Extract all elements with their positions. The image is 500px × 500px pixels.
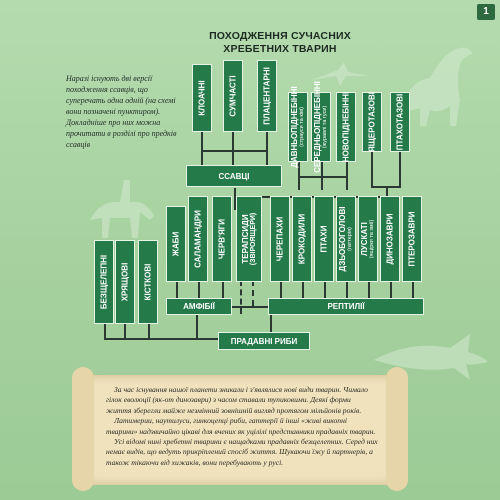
title-line-1: ПОХОДЖЕННЯ СУЧАСНИХ: [209, 30, 351, 42]
node-label-main: ЛУСКАТІ: [360, 222, 369, 256]
info-scroll: [86, 375, 394, 485]
connector: [371, 150, 373, 188]
node-paleognaths: [288, 86, 308, 168]
node-label: ЧЕРВ'ЯГИ: [217, 218, 227, 260]
scroll-paragraph-1: За час існування нашої планети зникали і з'являлися нові види тварин. Чималo гілок еволюції (як-от динозаври) з часом ставали тупиковими. Деякі форми життя зберегли майже незмінний зовнішній вигляд протягом мільйонів років.: [106, 385, 368, 415]
connector: [232, 130, 234, 165]
node-squamates: [358, 196, 378, 282]
page-number: 1: [477, 4, 495, 20]
node-turtles: [270, 196, 290, 282]
connector: [302, 280, 304, 298]
node-label-note: (ЗВІРОЯЩЕРИ): [250, 212, 257, 266]
node-label-note: (журавлі та гуси): [322, 105, 328, 149]
node-label: ЧЕРЕПАХИ: [275, 216, 285, 262]
connector: [390, 280, 392, 298]
node-label: ЖАБИ: [171, 231, 181, 257]
connector: [201, 130, 203, 165]
node-dinosaurs: [380, 196, 400, 282]
rider-silhouette-icon: [80, 160, 160, 240]
node-mammals: ССАВЦІ: [186, 165, 282, 187]
intro-text: Наразі існують дві версії походження ссавців, що суперечать одна одній (на схемі вони позначені пунктиром). Докладніше про них можна прочитати в розділі про предків ссавців: [66, 74, 177, 149]
connector: [266, 130, 268, 165]
connector: [346, 280, 348, 298]
node-label: КІСТКОВІ: [143, 263, 153, 301]
node-crocodiles: [292, 196, 312, 282]
node-label: ЯЩЕРОТАЗОВІ: [367, 92, 377, 152]
connector: [270, 314, 272, 334]
connector: [346, 160, 348, 190]
node-neognaths: [336, 92, 356, 162]
node-label: [360, 220, 376, 259]
node-cartilaginous: [115, 240, 135, 324]
scroll-paragraph-3: Усі відомі нині хребетні тварини є нащадками прадавніх безщелепних. Серед них немає видів, що ведуть прикріплений спосіб життя. Шукаючи їжу й партнерів, а також тікаючи від хижаків, вони перебувають у русі.: [106, 437, 378, 467]
node-worms: [212, 196, 232, 282]
connector: [324, 280, 326, 298]
node-marsupials: [223, 60, 243, 132]
node-bony: [138, 240, 158, 324]
title-line-2: ХРЕБЕТНИХ ТВАРИН: [223, 43, 337, 55]
node-reptiles: РЕПТИЛІЇ: [268, 298, 424, 315]
node-label-main: ДЗЬОБОГОЛОВІ: [338, 206, 347, 272]
node-lizard-hipped: [362, 92, 382, 152]
node-label: КЛОАЧНІ: [197, 80, 207, 116]
node-label: [290, 86, 306, 167]
node-placentals: [257, 60, 277, 132]
page-title: [150, 30, 410, 56]
node-label: САЛАМАНДРИ: [193, 210, 203, 268]
node-label: ПТЕРОЗАВРИ: [407, 211, 417, 267]
node-label: СУМЧАСТІ: [228, 75, 238, 117]
connector: [240, 280, 244, 314]
node-salamanders: [188, 196, 208, 282]
node-amphibians: АМФІБІЇ: [166, 298, 232, 315]
node-label-note: (гаттерія): [347, 227, 353, 251]
node-label: ПТАХИ: [319, 225, 329, 253]
node-label-note: (ящірки та змії): [369, 219, 375, 259]
node-label-main: СЕРЕДНЬОПІДНЕБІННІ: [313, 81, 322, 173]
node-jawless: [94, 240, 114, 324]
node-label: ХРЯЩОВІ: [120, 262, 130, 302]
connector: [198, 280, 200, 298]
node-mesognaths: [311, 81, 331, 173]
node-label: ПТАХОТАЗОВІ: [395, 93, 405, 151]
node-label-main: ДАВНЬОПІДНЕБІННІ: [290, 86, 299, 168]
node-label-main: ТЕРАПСИДИ: [241, 214, 250, 264]
connector: [176, 280, 178, 298]
scroll-text: [106, 385, 378, 468]
node-birds: [314, 196, 334, 282]
scroll-paragraph-2: Латимерии, наутилуси, гинкоцепці риби, гаттерії й інші «живі викопні тварини» надзвичайно цікаві для вчених як уцілілі представники прадавніх тварин.: [106, 416, 376, 436]
connector: [252, 280, 256, 306]
node-label: КРОКОДИЛИ: [297, 213, 307, 265]
node-frogs: [166, 206, 186, 282]
node-monotremes: [192, 64, 212, 132]
node-label: [241, 213, 257, 266]
connector: [399, 150, 401, 188]
node-ancient-fish: ПРАДАВНІ РИБИ: [218, 332, 310, 350]
connector: [280, 280, 282, 298]
node-label: [313, 81, 329, 173]
connector: [196, 314, 198, 340]
node-label: ДИНОЗАВРИ: [385, 213, 395, 265]
connector: [201, 150, 268, 152]
connector: [368, 280, 370, 298]
node-bird-hipped: [390, 92, 410, 152]
node-therapsids: [236, 196, 262, 282]
node-label: ПЛАЦЕНТАРНІ: [262, 67, 272, 125]
node-label: БЕЗЩЕЛЕПНІ: [99, 254, 109, 310]
node-label: [338, 207, 354, 272]
connector: [298, 176, 348, 178]
connector: [104, 338, 219, 340]
node-tuatara: [336, 196, 356, 282]
node-label-note: (страуси та ківі): [299, 107, 305, 147]
connector: [412, 280, 414, 298]
node-pterosaurs: [402, 196, 422, 282]
connector: [222, 280, 224, 298]
node-label: НОВОПІДНЕБІННІ: [341, 91, 351, 163]
connector: [386, 186, 388, 196]
